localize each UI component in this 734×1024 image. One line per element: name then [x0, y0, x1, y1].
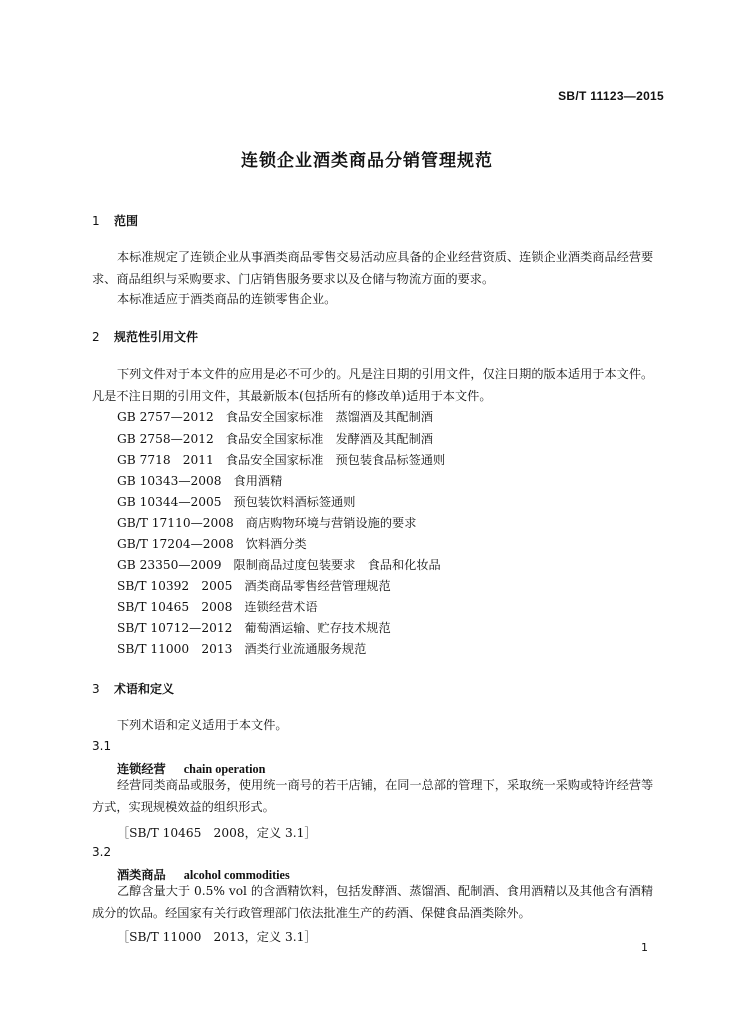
- reference-title: 商店购物环境与营销设施的要求: [245, 516, 417, 530]
- reference-item: [117, 577, 391, 594]
- reference-title: 酒类商品零售经营管理规范: [244, 579, 391, 593]
- scope-paragraph-2: 本标准适应于酒类商品的连锁零售企业。: [117, 292, 337, 306]
- term-chinese: 连锁经营: [117, 762, 166, 776]
- clause-number-3-1: 3.1: [92, 739, 112, 753]
- reference-title: 食品安全国家标准 预包装食品标签通则: [225, 453, 446, 467]
- reference-code: SB/T 10465 2008: [117, 600, 233, 614]
- terms-intro: 下列术语和定义适用于本文件。: [117, 718, 288, 732]
- reference-code: GB 7718 2011: [117, 453, 214, 467]
- reference-code: SB/T 10712—2012: [117, 621, 233, 635]
- reference-code: GB/T 17204—2008: [117, 537, 234, 551]
- clause-number-3-2: 3.2: [92, 845, 112, 859]
- section-number: 2: [92, 330, 100, 344]
- section-title: 范围: [114, 214, 139, 228]
- section-title: 规范性引用文件: [114, 330, 199, 344]
- reference-code: GB 2757—2012: [117, 410, 214, 424]
- term-english: alcohol commodities: [183, 868, 290, 882]
- section-title: 术语和定义: [114, 682, 175, 696]
- reference-code: GB 2758—2012: [117, 432, 214, 446]
- reference-title: 饮料酒分类: [245, 537, 307, 551]
- reference-title: 预包装饮料酒标签通则: [233, 495, 356, 509]
- reference-title: 葡萄酒运输、贮存技术规范: [244, 621, 391, 635]
- reference-title: 限制商品过度包装要求 食品和化妆品: [233, 558, 441, 572]
- scope-paragraph-1: 本标准规定了连锁企业从事酒类商品零售交易活动应具备的企业经营资质、连锁企业酒类商品经营要求、商品组织与采购要求、门店销售服务要求以及仓储与物流方面的要求。: [92, 250, 654, 286]
- section-1-heading: [92, 212, 138, 229]
- reference-code: GB 23350—2009: [117, 558, 222, 572]
- reference-item: [117, 451, 445, 468]
- reference-code: GB 10344—2005: [117, 495, 222, 509]
- section-number: 1: [92, 214, 100, 228]
- standard-code: SB/T 11123—2015: [558, 89, 664, 103]
- section-3-heading: [92, 680, 174, 697]
- reference-item: [117, 598, 318, 615]
- term-english: chain operation: [183, 762, 266, 776]
- reference-item: [117, 430, 433, 447]
- reference-title: 食品安全国家标准 发酵酒及其配制酒: [225, 432, 433, 446]
- section-2-heading: [92, 328, 198, 345]
- reference-title: 酒类行业流通服务规范: [244, 642, 367, 656]
- page-number: 1: [641, 941, 648, 954]
- reference-item: [117, 493, 355, 510]
- reference-code: SB/T 10392 2005: [117, 579, 233, 593]
- reference-code: GB/T 17110—2008: [117, 516, 234, 530]
- document-title: 连锁企业酒类商品分销管理规范: [241, 151, 493, 171]
- reference-item: [117, 640, 366, 657]
- reference-code: GB 10343—2008: [117, 474, 222, 488]
- term-chinese: 酒类商品: [117, 868, 166, 882]
- reference-item: [117, 472, 282, 489]
- term-3-2-definition: 乙醇含量大于 0.5% vol 的含酒精饮料，包括发酵酒、蒸馏酒、配制酒、食用酒精以及其他含有酒精成分的饮品。经国家有关行政管理部门依法批准生产的药酒、保健食品酒类除外。: [92, 884, 654, 920]
- reference-item: [117, 619, 391, 636]
- normative-intro: 下列文件对于本文件的应用是必不可少的。凡是注日期的引用文件，仅注日期的版本适用于本文件。凡是不注日期的引用文件，其最新版本(包括所有的修改单)适用于本文件。: [92, 367, 654, 403]
- reference-item: [117, 556, 441, 573]
- reference-title: 食品安全国家标准 蒸馏酒及其配制酒: [225, 410, 433, 424]
- reference-item: [117, 408, 433, 425]
- reference-code: SB/T 11000 2013: [117, 642, 233, 656]
- reference-title: 连锁经营术语: [244, 600, 318, 614]
- term-3-1-source: ［SB/T 10465 2008，定义 3.1］: [117, 826, 317, 840]
- term-3-2-source: ［SB/T 11000 2013，定义 3.1］: [117, 930, 317, 944]
- section-number: 3: [92, 682, 100, 696]
- reference-title: 食用酒精: [233, 474, 283, 488]
- reference-item: [117, 535, 307, 552]
- term-3-1-definition: 经营同类商品或服务，使用统一商号的若干店铺，在同一总部的管理下，采取统一采购或特许经营等方式，实现规模效益的组织形式。: [92, 778, 654, 814]
- reference-item: [117, 514, 416, 531]
